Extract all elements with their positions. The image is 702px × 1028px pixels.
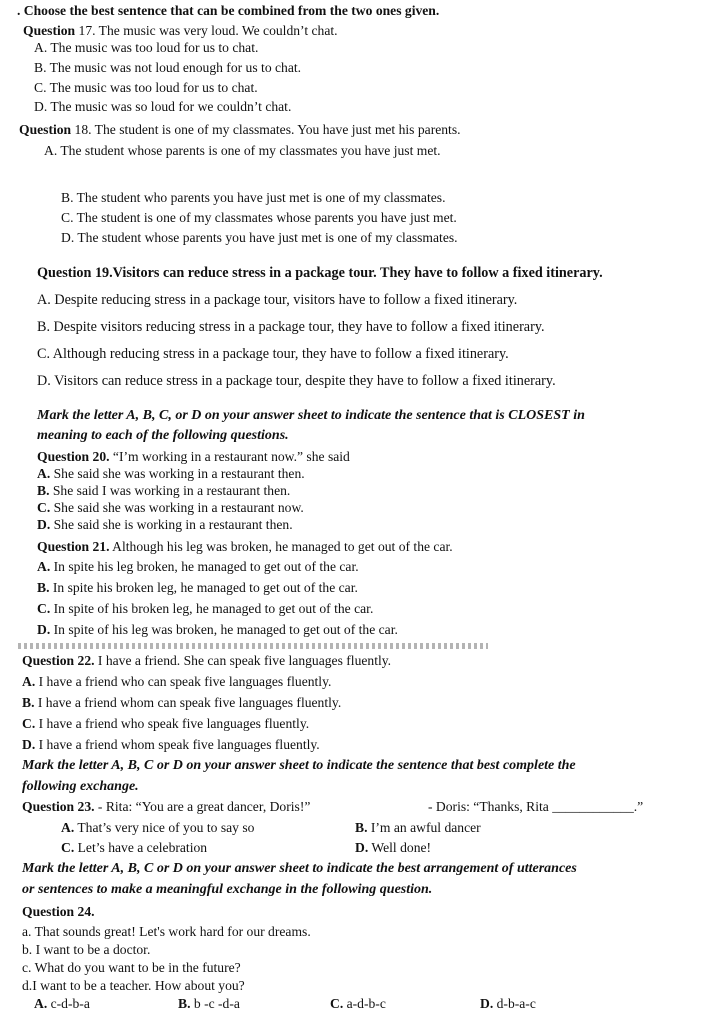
q21-option-c-text: In spite of his broken leg, he managed to get out of the car. (50, 601, 374, 616)
instruction-closest-line2: meaning to each of the following questions. (37, 428, 289, 443)
q21-option-a (37, 559, 359, 575)
q22-option-b (22, 695, 341, 711)
question-21-text: Although his leg was broken, he managed to get out of the car. (109, 539, 453, 554)
q21-option-b (37, 580, 358, 596)
q17-option-b: B. The music was not loud enough for us to chat. (34, 60, 302, 75)
q24-option-b-label: B. (178, 996, 191, 1011)
q24-option-a-text: c-d-b-a (47, 996, 90, 1011)
q23-option-b-text: I’m an awful dancer (367, 820, 481, 835)
question-20 (37, 449, 350, 465)
instruction-exchange-line2: following exchange. (22, 779, 139, 794)
q21-option-d-label: D. (37, 622, 51, 637)
question-17 (23, 23, 338, 39)
q21-option-a-text: In spite his leg broken, he managed to get out of the car. (50, 559, 359, 574)
q24-utterance-a: a. That sounds great! Let's work hard for our dreams. (22, 924, 311, 939)
q24-option-d-text: d-b-a-c (493, 996, 536, 1011)
q18-option-b: B. The student who parents you have just met is one of my classmates. (61, 190, 446, 205)
q22-option-b-text: I have a friend whom can speak five languages fluently. (34, 695, 342, 710)
q22-option-c-text: I have a friend who speak five languages fluently. (35, 716, 310, 731)
q24-utterance-b: b. I want to be a doctor. (22, 942, 151, 957)
q22-option-d-label: D. (22, 737, 36, 752)
q21-option-c (37, 601, 373, 617)
question-21-label: Question 21. (37, 539, 110, 554)
q20-option-c (37, 500, 304, 516)
q21-option-b-label: B. (37, 580, 50, 595)
q23-option-a-label: A. (61, 820, 75, 835)
q18-option-a: A. The student whose parents is one of my classmates you have just met. (44, 143, 441, 158)
q21-option-b-text: In spite his broken leg, he managed to get out of the car. (49, 580, 358, 595)
q22-option-a-label: A. (22, 674, 36, 689)
question-22 (22, 653, 391, 669)
q20-option-b-text: She said I was working in a restaurant then. (49, 483, 291, 498)
question-23-label: Question 23. (22, 799, 95, 814)
q20-option-c-text: She said she was working in a restaurant now. (50, 500, 304, 515)
question-17-text: 17. The music was very loud. We couldn’t chat. (75, 23, 338, 38)
q17-option-d: D. The music was so loud for we couldn’t chat. (34, 99, 292, 114)
scan-artifact (18, 643, 488, 649)
q24-option-a (34, 996, 90, 1012)
q21-option-c-label: C. (37, 601, 51, 616)
q18-option-d: D. The student whose parents you have just met is one of my classmates. (61, 230, 458, 245)
question-21 (37, 539, 453, 555)
question-24-label: Question 24. (22, 904, 95, 919)
q22-option-c (22, 716, 309, 732)
q22-option-c-label: C. (22, 716, 36, 731)
q22-option-a-text: I have a friend who can speak five languages fluently. (35, 674, 332, 689)
q17-option-c: C. The music was too loud for us to chat. (34, 80, 258, 95)
q17-option-a: A. The music was too loud for us to chat. (34, 40, 259, 55)
question-23-rita: - Rita: “You are a great dancer, Doris!” (94, 799, 311, 814)
q23-option-a-text: That’s very nice of you to say so (74, 820, 255, 835)
q23-option-b (355, 820, 481, 836)
q19-option-d: D. Visitors can reduce stress in a package tour, despite they have to follow a fixed itinerary. (37, 373, 556, 389)
q22-option-d (22, 737, 320, 753)
question-22-label: Question 22. (22, 653, 95, 668)
q23-option-d-text: Well done! (368, 840, 432, 855)
q24-option-d-label: D. (480, 996, 494, 1011)
q21-option-a-label: A. (37, 559, 51, 574)
question-20-label: Question 20. (37, 449, 110, 464)
q19-option-c: C. Although reducing stress in a package tour, they have to follow a fixed itinerary. (37, 346, 509, 362)
q21-option-d (37, 622, 398, 638)
question-22-text: I have a friend. She can speak five languages fluently. (94, 653, 392, 668)
q23-option-c (61, 840, 207, 856)
q23-option-d-label: D. (355, 840, 369, 855)
question-18 (19, 122, 461, 138)
q24-option-a-label: A. (34, 996, 48, 1011)
q24-option-b (178, 996, 240, 1012)
question-20-text: “I’m working in a restaurant now.” she said (109, 449, 350, 464)
question-18-text: 18. The student is one of my classmates. You have just met his parents. (71, 122, 461, 137)
q20-option-c-label: C. (37, 500, 51, 515)
q20-option-a-text: She said she was working in a restaurant then. (50, 466, 305, 481)
q24-option-d (480, 996, 536, 1012)
instruction-arrangement-line1: Mark the letter A, B, C or D on your answer sheet to indicate the best arrangement of utterances (22, 861, 577, 876)
q23-option-d (355, 840, 431, 856)
q18-option-c: C. The student is one of my classmates whose parents you have just met. (61, 210, 457, 225)
q20-option-b-label: B. (37, 483, 50, 498)
q23-option-a (61, 820, 254, 836)
instruction-closest-line1: Mark the letter A, B, C, or D on your answer sheet to indicate the sentence that is CLOSEST in (37, 408, 585, 423)
question-17-label: Question (23, 23, 76, 38)
q19-option-b: B. Despite visitors reducing stress in a package tour, they have to follow a fixed itinerary. (37, 319, 545, 335)
question-23-doris: - Doris: “Thanks, Rita ____________.” (428, 799, 644, 814)
q20-option-b (37, 483, 290, 499)
q24-utterance-d: d.I want to be a teacher. How about you? (22, 978, 245, 993)
instruction-combine: . Choose the best sentence that can be combined from the two ones given. (17, 3, 440, 18)
q20-option-d-text: She said she is working in a restaurant then. (50, 517, 293, 532)
q19-option-a: A. Despite reducing stress in a package tour, visitors have to follow a fixed itinerary. (37, 292, 518, 308)
question-19: Question 19.Visitors can reduce stress in a package tour. They have to follow a fixed itinerary. (37, 265, 603, 281)
q22-option-b-label: B. (22, 695, 35, 710)
q20-option-a (37, 466, 305, 482)
q24-option-b-text: b -c -d-a (190, 996, 240, 1011)
question-23 (22, 799, 310, 815)
q22-option-d-text: I have a friend whom speak five languages fluently. (35, 737, 320, 752)
question-18-label: Question (19, 122, 72, 137)
q24-option-c-label: C. (330, 996, 344, 1011)
q20-option-d (37, 517, 293, 533)
q23-option-b-label: B. (355, 820, 368, 835)
instruction-arrangement-line2: or sentences to make a meaningful exchange in the following question. (22, 882, 433, 897)
q22-option-a (22, 674, 331, 690)
q24-utterance-c: c. What do you want to be in the future? (22, 960, 241, 975)
q23-option-c-label: C. (61, 840, 75, 855)
q24-option-c-text: a-d-b-c (343, 996, 386, 1011)
q24-option-c (330, 996, 386, 1012)
q20-option-a-label: A. (37, 466, 51, 481)
q20-option-d-label: D. (37, 517, 51, 532)
q23-option-c-text: Let’s have a celebration (74, 840, 208, 855)
q21-option-d-text: In spite of his leg was broken, he managed to get out of the car. (50, 622, 398, 637)
instruction-exchange-line1: Mark the letter A, B, C or D on your answer sheet to indicate the sentence that best complete the (22, 758, 576, 773)
